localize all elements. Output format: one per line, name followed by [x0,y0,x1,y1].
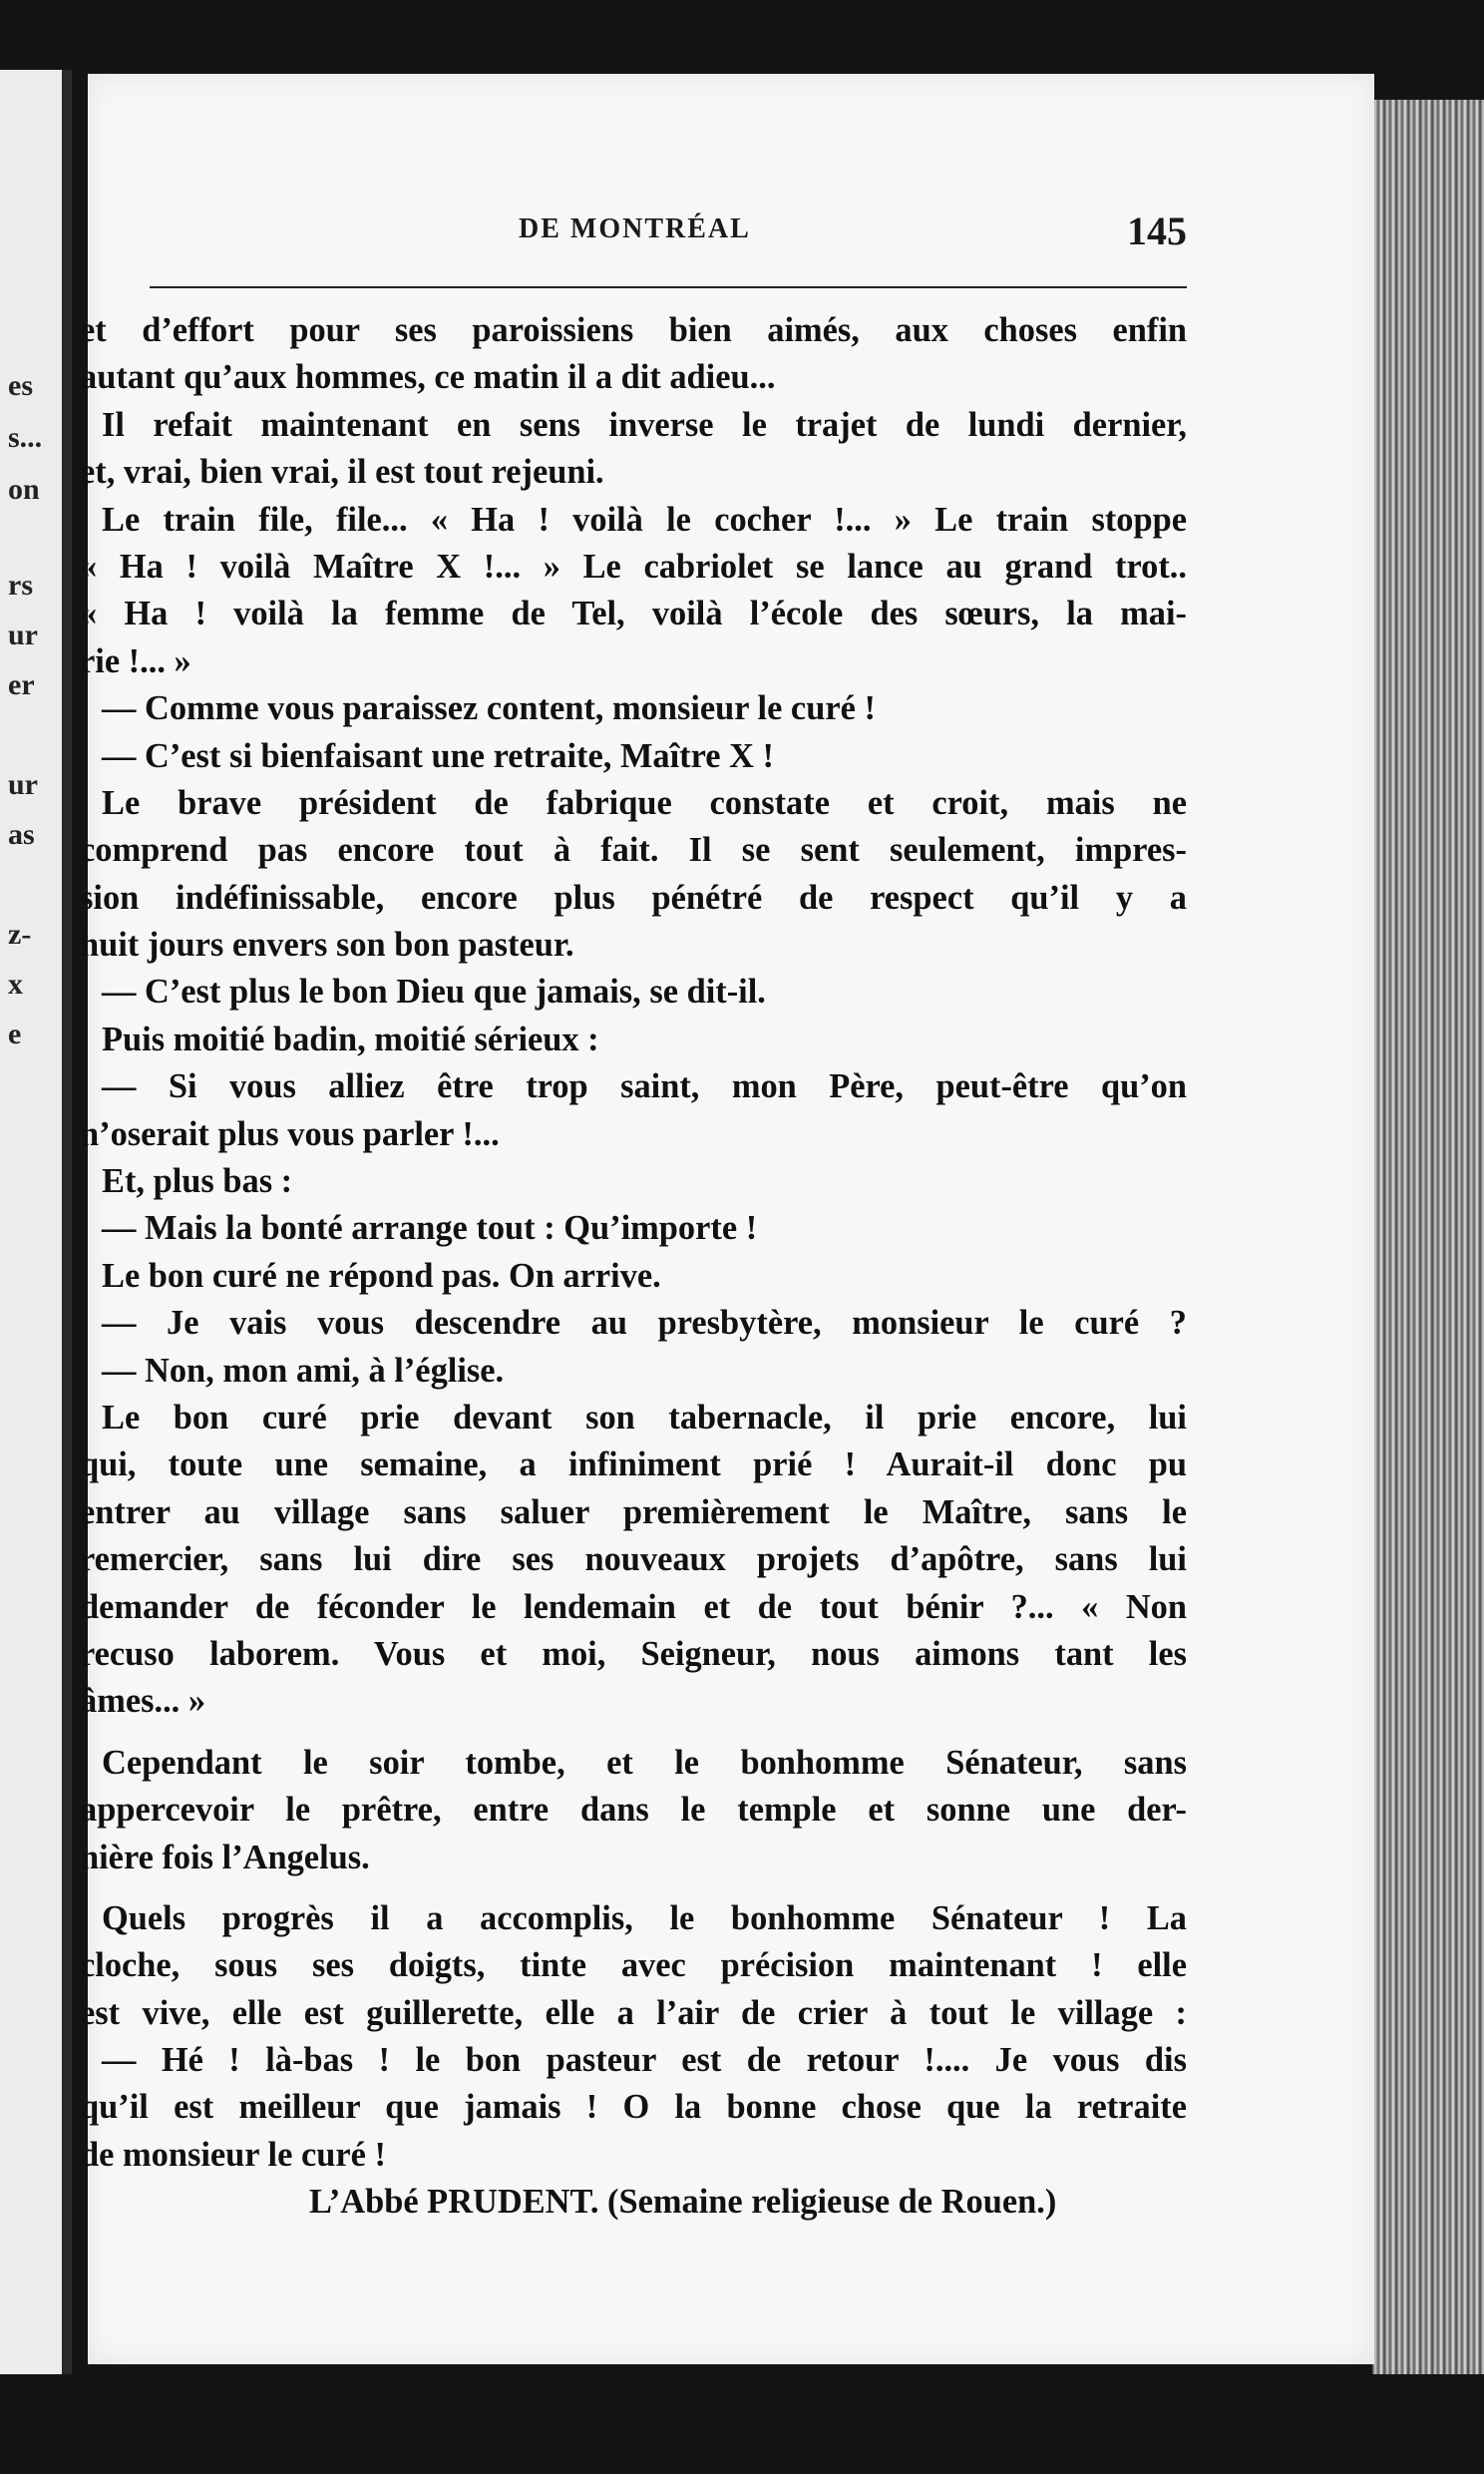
text-line: comprend pas encore tout à fait. Il se sent seulement, impres- [80,831,1187,870]
text-line: — Hé ! là-bas ! le bon pasteur est de retour !.... Je vous dis [102,2041,1187,2080]
page-number: 145 [1127,208,1187,253]
margin-fragment: ur [8,618,38,651]
text-line: Et, plus bas : [102,1162,293,1201]
text-line: — Comme vous paraissez content, monsieur le curé ! [102,689,876,728]
text-line: — Non, mon ami, à l’église. [102,1351,505,1390]
margin-fragment: x [8,968,23,1001]
margin-fragment: rs [8,569,33,602]
text-line: recuso laborem. Vous et moi, Seigneur, nous aimons tant les [80,1634,1187,1673]
body-text [80,307,1187,2227]
text-line: et d’effort pour ses paroissiens bien aimés, aux choses enfin [80,311,1187,349]
text-line: qui, toute une semaine, a infiniment prié ! Aurait-il donc pu [80,1445,1187,1484]
text-line: Le brave président de fabrique constate et croit, mais ne [102,783,1187,822]
text-line: Le train file, file... « Ha ! voilà le cocher !... » Le train stoppe [102,500,1187,539]
book-page-edges [1372,100,1484,2374]
margin-fragment: e [8,1018,22,1050]
text-line: n’oserait plus vous parler !... [80,1114,500,1153]
text-line: — C’est si bienfaisant une retraite, Maître X ! [102,736,774,775]
text-line: autant qu’aux hommes, ce matin il a dit adieu... [80,358,776,397]
text-line: Cependant le soir tombe, et le bonhomme Sénateur, sans [102,1743,1187,1782]
text-line: nière fois l’Angelus. [80,1838,370,1876]
text-line: cloche, sous ses doigts, tinte avec précision maintenant ! elle [80,1946,1187,1985]
header-rule [150,286,1187,288]
text-line: — Si vous alliez être trop saint, mon Père, peut-être qu’on [102,1067,1187,1106]
text-line: « Ha ! voilà Maître X !... » Le cabriolet se lance au grand trot.. [80,547,1187,586]
text-line: — Mais la bonté arrange tout : Qu’importe ! [102,1209,758,1248]
margin-fragment: s... [8,421,43,454]
text-line: huit jours envers son bon pasteur. [80,926,574,965]
text-line: Il refait maintenant en sens inverse le trajet de lundi dernier, [102,405,1187,444]
text-line: — C’est plus le bon Dieu que jamais, se dit-il. [102,973,766,1012]
text-line: remercier, sans lui dire ses nouveaux projets d’apôtre, sans lui [80,1540,1187,1579]
text-line: et, vrai, bien vrai, il est tout rejeuni. [80,453,604,492]
text-line: « Ha ! voilà la femme de Tel, voilà l’école des sœurs, la mai- [80,595,1187,633]
signature-line: L’Abbé PRUDENT. (Semaine religieuse de Rouen.) [309,2183,1057,2222]
text-line: âmes... » [80,1682,206,1721]
running-head: DE MONTRÉAL [519,213,751,244]
margin-fragment: on [8,473,40,506]
text-line: rie !... » [80,641,191,680]
text-line: Le bon curé ne répond pas. On arrive. [102,1256,661,1295]
text-line: entrer au village sans saluer premièrement le Maître, sans le [80,1492,1187,1531]
text-line: appercevoir le prêtre, entre dans le temple et sonne une der- [80,1791,1187,1830]
previous-page-edge [0,70,72,2374]
text-line: Quels progrès il a accomplis, le bonhomme Sénateur ! La [102,1898,1187,1937]
text-line: Le bon curé prie devant son tabernacle, il prie encore, lui [102,1398,1187,1437]
margin-fragment: es [8,369,33,402]
text-line: est vive, elle est guillerette, elle a l’air de crier à tout le village : [80,1993,1187,2032]
margin-fragment: ur [8,768,38,801]
text-line: demander de féconder le lendemain et de tout bénir ?... « Non [80,1587,1187,1626]
page-header [150,209,1187,269]
text-line: — Je vais vous descendre au presbytère, monsieur le curé ? [102,1304,1187,1343]
text-line: sion indéfinissable, encore plus pénétré de respect qu’il y a [80,878,1187,917]
text-line: qu’il est meilleur que jamais ! O la bonne chose que la retraite [80,2088,1187,2127]
margin-fragment: as [8,818,35,851]
text-line: Puis moitié badin, moitié sérieux : [102,1020,599,1058]
text-line: de monsieur le curé ! [80,2135,386,2174]
margin-fragment: z- [8,918,32,951]
margin-fragment: er [8,668,35,701]
